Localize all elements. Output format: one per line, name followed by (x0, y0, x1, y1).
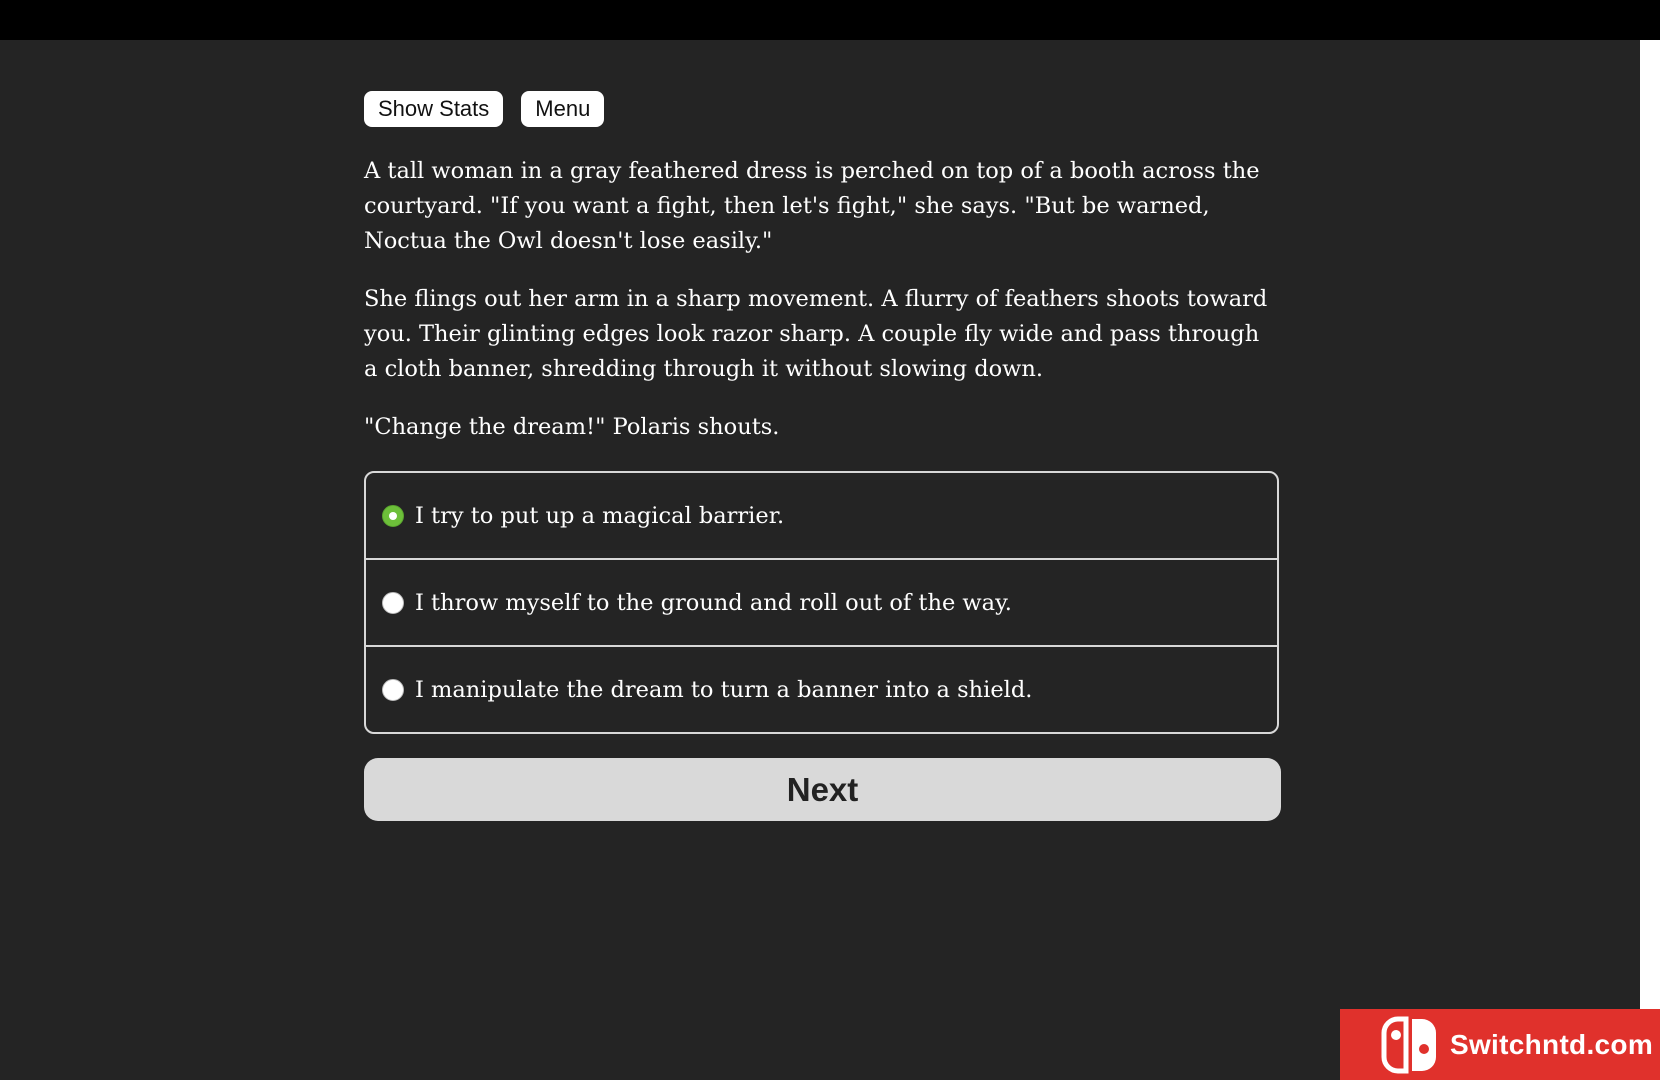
story-paragraph: She flings out her arm in a sharp movement. A flurry of feathers shoots toward you. Their glinting edges look razor sharp. A couple fly wide and pass through a cloth banner, shredding through it without slowing down. (364, 286, 1268, 382)
watermark-text: Switchntd.com (1450, 1028, 1654, 1060)
choice-option[interactable] (366, 473, 1277, 558)
choice-list (364, 471, 1279, 734)
radio-icon[interactable] (382, 679, 404, 701)
radio-selected-icon[interactable] (382, 505, 404, 527)
nintendo-switch-logo-icon (1378, 1013, 1442, 1077)
watermark (1340, 1009, 1660, 1080)
top-bar (0, 0, 1660, 40)
choice-label: I throw myself to the ground and roll out of the way. (415, 589, 1012, 616)
story-paragraph: A tall woman in a gray feathered dress is perched on top of a booth across the courtyard. "If you want a fight, then let's fight," she says. "But be warned, Noctua the Owl doesn't lose easily." (364, 158, 1260, 254)
show-stats-button[interactable]: Show Stats (364, 91, 503, 127)
story-paragraph: "Change the dream!" Polaris shouts. (364, 414, 780, 440)
choice-label: I manipulate the dream to turn a banner into a shield. (415, 676, 1033, 703)
top-buttons (364, 91, 1279, 127)
choice-option[interactable] (366, 645, 1277, 732)
menu-button[interactable]: Menu (521, 91, 604, 127)
radio-icon[interactable] (382, 592, 404, 614)
scrollbar[interactable] (1640, 40, 1660, 1080)
choice-option[interactable] (366, 558, 1277, 645)
next-button[interactable]: Next (364, 758, 1281, 821)
game-content (364, 91, 1279, 821)
story-text (364, 154, 1279, 445)
choice-label: I try to put up a magical barrier. (415, 502, 785, 529)
